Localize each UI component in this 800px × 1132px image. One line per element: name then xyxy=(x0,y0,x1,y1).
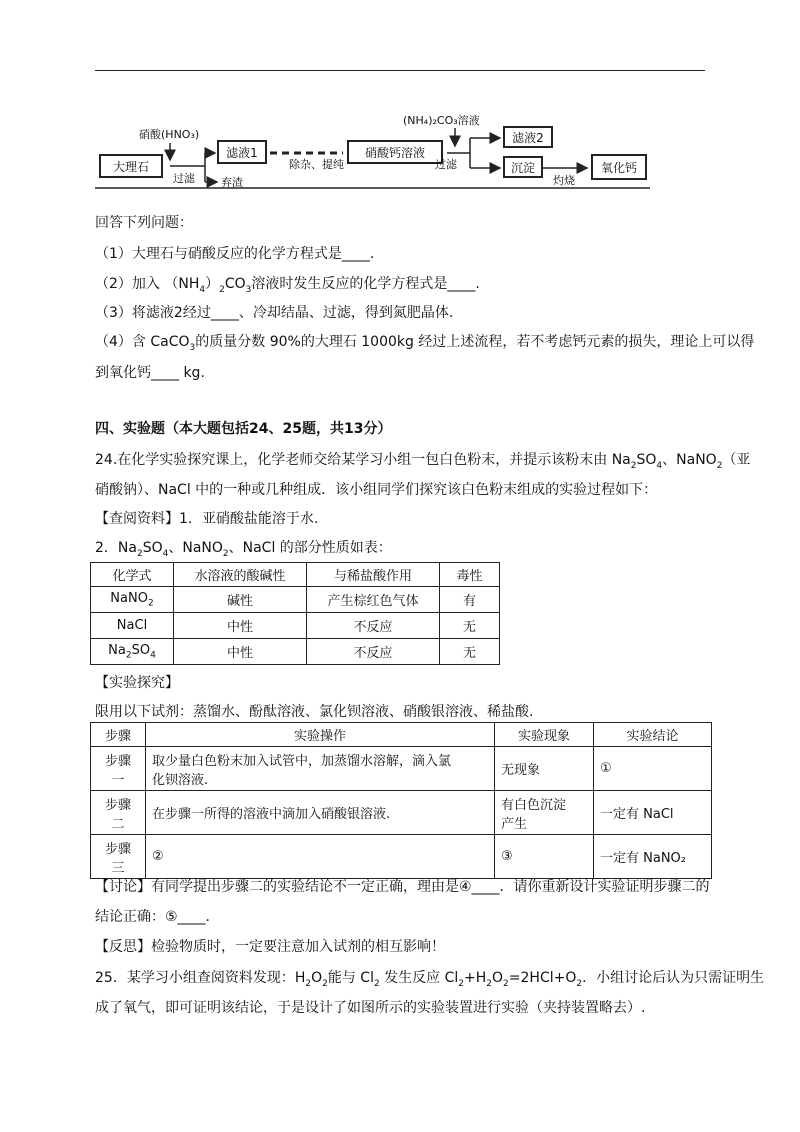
acidity-cell: 碱性 xyxy=(174,587,307,613)
q24-line-1: 24.在化学实验探究课上，化学老师交给某学习小组一包白色粉末，并提示该粉末由 $Na_2SO_4$、NaNO$_2$（亚 xyxy=(95,452,751,471)
discussion-line-2: 结论正确：⑤____． xyxy=(95,909,220,925)
header-cell: 步骤 xyxy=(91,723,146,747)
label-purify: 除杂、提纯 xyxy=(289,158,344,171)
header-cell: 实验现象 xyxy=(495,723,594,747)
question-2: （2）加入 $(NH_4)_2CO_3$溶液时发生反应的化学方程式是____. xyxy=(95,276,480,295)
header-cell: 水溶液的酸碱性 xyxy=(174,563,307,587)
formula-cell: NaNO$_2$ xyxy=(91,587,174,613)
formula-cell: NaCl xyxy=(91,613,174,639)
discussion-line-1: 【讨论】有同学提出步骤二的实验结论不一定正确，理由是④____．请你重新设计实验证明步骤二的 xyxy=(95,879,710,895)
experiment-table xyxy=(90,722,712,879)
toxic-cell: 无 xyxy=(440,613,500,639)
properties-table xyxy=(90,562,500,665)
acidity-cell: 中性 xyxy=(174,613,307,639)
operation-cell: ② xyxy=(146,835,495,879)
top-rule xyxy=(95,70,705,71)
table-row xyxy=(91,747,712,791)
label-filter-1: 过滤 xyxy=(173,172,195,185)
acidity-cell: 中性 xyxy=(174,639,307,665)
header-cell: 毒性 xyxy=(440,563,500,587)
lookup-info: 【查阅资料】1．亚硝酸盐能溶于水. xyxy=(95,511,319,527)
node-calcium-nitrate-solution: 硝酸钙溶液 xyxy=(347,140,443,164)
node-calcium-oxide: 氧化钙 xyxy=(591,154,647,180)
conclusion-cell: ① xyxy=(594,747,712,791)
header-cell: 与稀盐酸作用 xyxy=(307,563,440,587)
node-filtrate-1: 滤液1 xyxy=(217,140,267,164)
conclusion-cell: 一定有 NaNO₂ xyxy=(594,835,712,879)
phenomenon-cell: ③ xyxy=(495,835,594,879)
question-4: （4）含 CaCO$_3$的质量分数 90%的大理石 1000kg 经过上述流程，若不考虑钙元素的损失，理论上可以得 xyxy=(95,334,755,353)
table-row xyxy=(91,587,500,613)
question-4-line-2: 到氧化钙____ kg. xyxy=(95,365,205,381)
toxic-cell: 无 xyxy=(440,639,500,665)
header-cell: 实验操作 xyxy=(146,723,495,747)
table-header-row xyxy=(91,723,712,747)
step-cell: 步骤 三 xyxy=(91,835,146,879)
table-row xyxy=(91,613,500,639)
step-cell: 步骤 一 xyxy=(91,747,146,791)
node-marble: 大理石 xyxy=(99,154,163,178)
header-cell: 化学式 xyxy=(91,563,174,587)
process-flow-diagram xyxy=(95,108,655,194)
conclusion-cell: 一定有 NaCl xyxy=(594,791,712,835)
header-cell: 实验结论 xyxy=(594,723,712,747)
table-row xyxy=(91,639,500,665)
formula-cell: $Na_2SO_4$ xyxy=(91,639,174,665)
table-header-row xyxy=(91,563,500,587)
label-calcine: 灼烧 xyxy=(553,174,575,187)
q25-line-2: 成了氧气，即可证明该结论，于是设计了如图所示的实验装置进行实验（夹持装置略去）. xyxy=(95,1000,646,1016)
phenomenon-cell: 无现象 xyxy=(495,747,594,791)
questions-intro: 回答下列问题： xyxy=(95,215,193,231)
hcl-cell: 产生棕红色气体 xyxy=(307,587,440,613)
table-row xyxy=(91,791,712,835)
phenomenon-cell: 有白色沉淀 产生 xyxy=(495,791,594,835)
operation-cell: 取少量白色粉末加入试管中，加蒸馏水溶解，滴入氯 化钡溶液. xyxy=(146,747,495,791)
label-waste: 弃渣 xyxy=(221,176,243,189)
step-cell: 步骤 二 xyxy=(91,791,146,835)
node-filtrate-2: 滤液2 xyxy=(503,126,553,148)
reagents-line: 限用以下试剂：蒸馏水、酚酞溶液、氯化钡溶液、硝酸银溶液、稀盐酸. xyxy=(95,704,534,720)
hcl-cell: 不反应 xyxy=(307,639,440,665)
label-nitric-acid: 硝酸(HNO₃) xyxy=(139,128,200,141)
question-3: （3）将滤液2经过____、冷却结晶、过滤，得到氮肥晶体. xyxy=(95,305,454,321)
label-ammonium-carbonate: (NH₄)₂CO₃溶液 xyxy=(403,114,480,127)
q24-line-2: 硝酸钠）、NaCl 中的一种或几种组成．该小组同学们探究该白色粉末组成的实验过程如下： xyxy=(95,482,658,498)
section-heading: 四、实验题（本大题包括24、25题，共13分） xyxy=(95,421,392,437)
toxic-cell: 有 xyxy=(440,587,500,613)
reflection-line: 【反思】检验物质时，一定要注意加入试剂的相互影响！ xyxy=(95,939,445,955)
hcl-cell: 不反应 xyxy=(307,613,440,639)
question-1: （1）大理石与硝酸反应的化学方程式是____. xyxy=(95,246,375,262)
q25-line-1: 25．某学习小组查阅资料发现：$H_2O_2$能与 $Cl_2$ 发生反应 $Cl_2+H_2O_2=2HCl+O_2$．小组讨论后认为只需证明生 xyxy=(95,970,765,989)
label-filter-2: 过滤 xyxy=(435,158,457,171)
operation-cell: 在步骤一所得的溶液中滴加入硝酸银溶液. xyxy=(146,791,495,835)
table-row xyxy=(91,835,712,879)
explore-heading: 【实验探究】 xyxy=(95,675,179,691)
node-precipitate: 沉淀 xyxy=(503,156,543,178)
properties-intro: 2．$Na_2SO_4$、NaNO$_2$、NaCl 的部分性质如表： xyxy=(95,540,392,559)
